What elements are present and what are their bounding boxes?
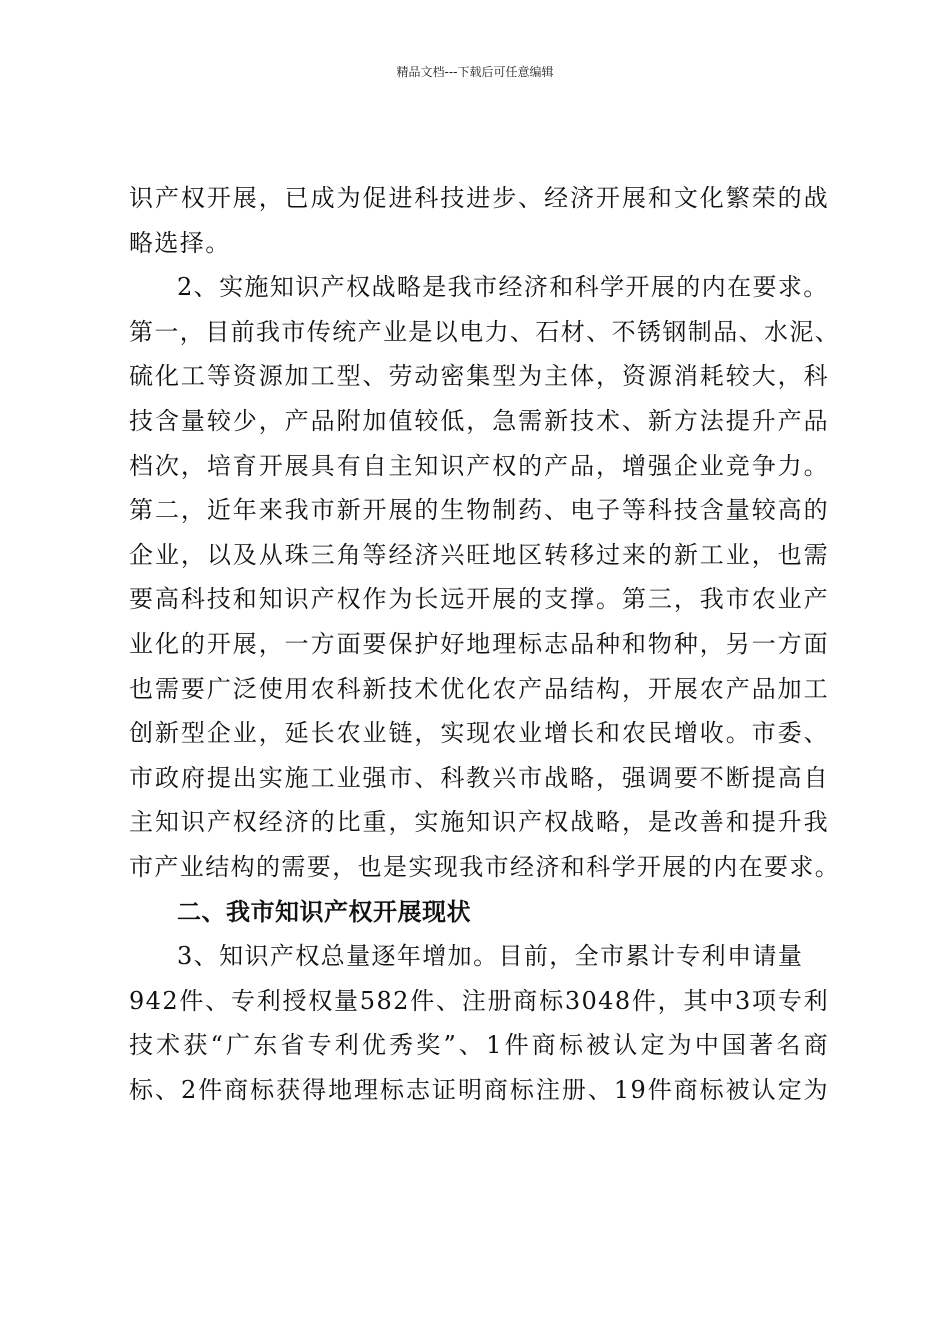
text-line: 识产权开展，已成为促进科技进步、经济开展和文化繁荣的战 [129, 184, 829, 212]
text-line: 市政府提出实施工业强市、科教兴市战略，强调要不断提高自 [129, 763, 829, 792]
section-heading: 二、我市知识产权开展现状 [177, 897, 471, 926]
text-line: 市产业结构的需要，也是实现我市经济和科学开展的内在要求。 [129, 852, 841, 881]
paragraph-first-line: 3、知识产权总量逐年增加。目前，全市累计专利申请量 [177, 942, 804, 971]
text-line: 要高科技和知识产权作为长远开展的支撑。第三，我市农业产 [129, 585, 829, 614]
text-line: 企业，以及从珠三角等经济兴旺地区转移过来的新工业，也需 [129, 540, 829, 569]
text-line: 942件、专利授权量582件、注册商标3048件，其中3项专利 [129, 986, 829, 1015]
text-line: 第一，目前我市传统产业是以电力、石材、不锈钢制品、水泥、 [129, 317, 841, 346]
text-line: 技含量较少，产品附加值较低，急需新技术、新方法提升产品 [129, 406, 829, 435]
text-line: 标、2件商标获得地理标志证明商标注册、19件商标被认定为 [129, 1075, 829, 1104]
page-header: 精品文档---下载后可任意编辑 [396, 65, 554, 79]
text-line: 略选择。 [129, 228, 231, 257]
text-line: 档次，培育开展具有自主知识产权的产品，增强企业竞争力。 [129, 451, 829, 480]
text-line: 主知识产权经济的比重，实施知识产权战略，是改善和提升我 [129, 808, 829, 837]
text-line: 业化的开展，一方面要保护好地理标志品种和物种，另一方面 [129, 629, 829, 658]
text-line: 硫化工等资源加工型、劳动密集型为主体，资源消耗较大，科 [129, 362, 829, 391]
text-line: 也需要广泛使用农科新技术优化农产品结构，开展农产品加工 [129, 674, 829, 703]
document-body [129, 176, 841, 1112]
text-line: 技术获“广东省专利优秀奖”、1件商标被认定为中国著名商 [129, 1031, 829, 1060]
text-line: 创新型企业，延长农业链，实现农业增长和农民增收。市委、 [129, 719, 829, 748]
text-line: 第二，近年来我市新开展的生物制药、电子等科技含量较高的 [129, 496, 829, 525]
paragraph-first-line: 2、实施知识产权战略是我市经济和科学开展的内在要求。 [177, 273, 829, 302]
